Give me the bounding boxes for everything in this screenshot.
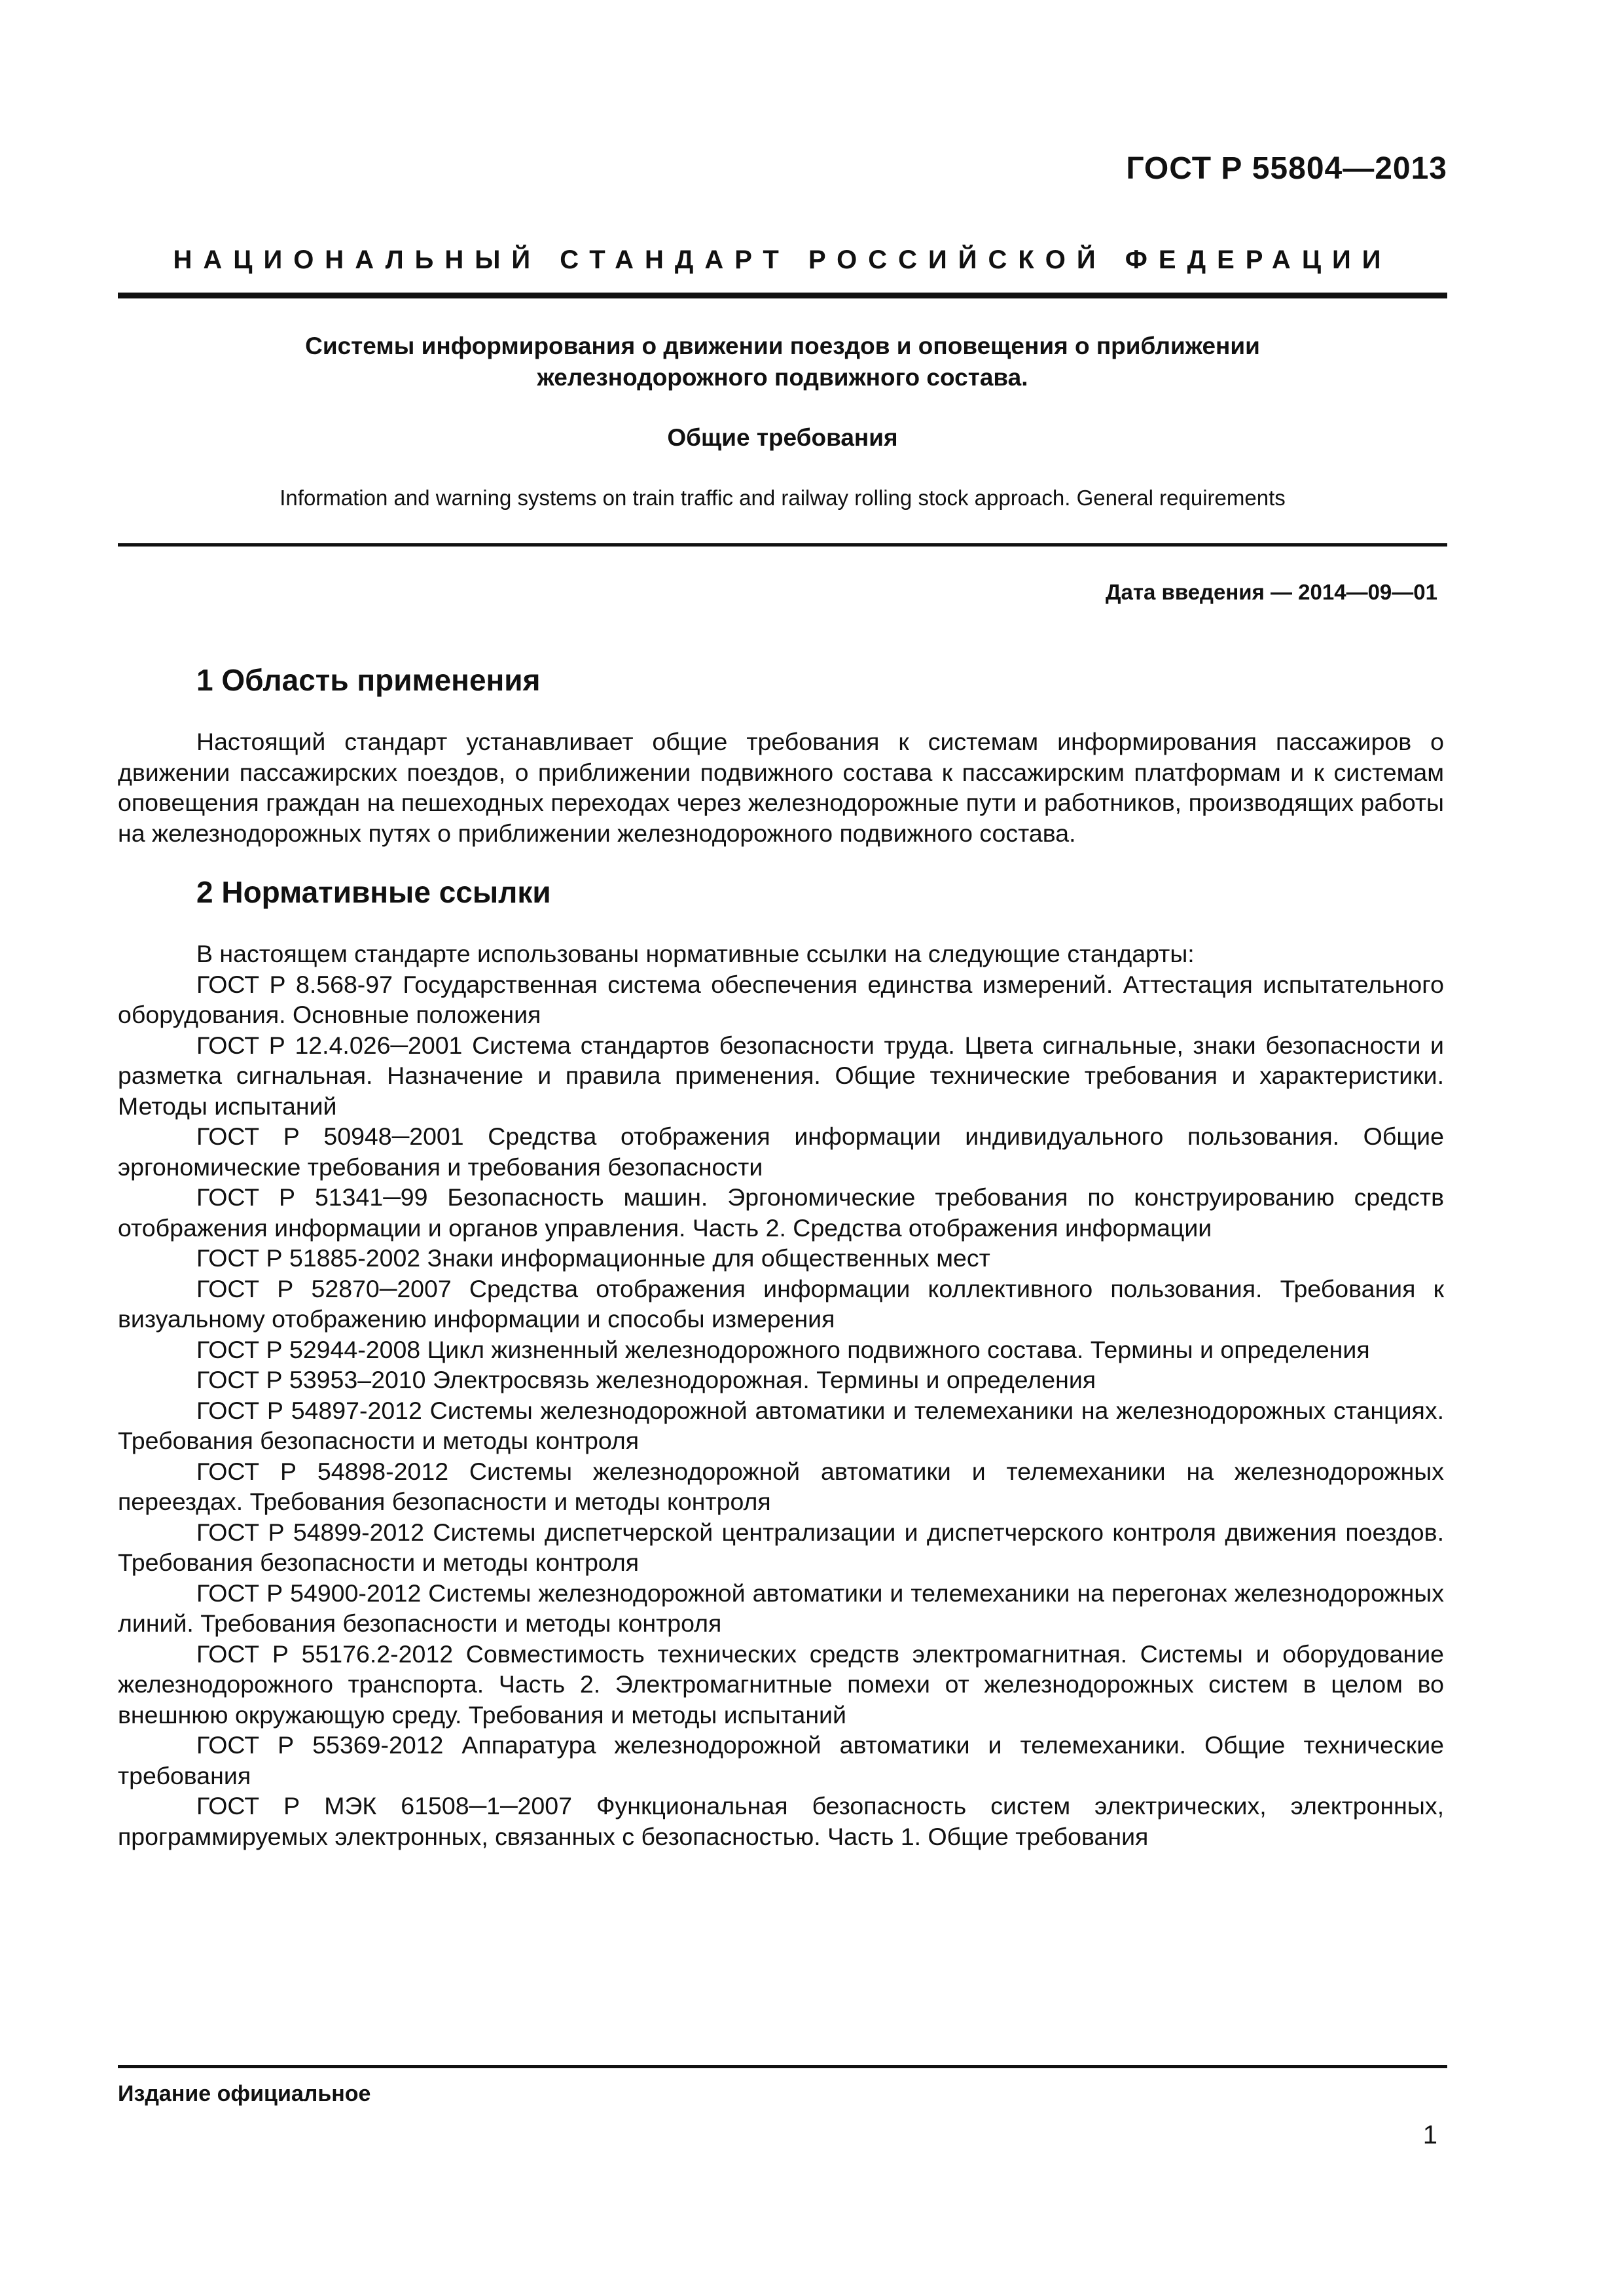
title-line-1: Системы информирования о движении поездов и оповещения о приближении	[305, 332, 1260, 359]
page-number: 1	[1422, 2121, 1437, 2149]
reference-item: ГОСТ Р 51341─99 Безопасность машин. Эргономические требования по конструированию средств отображения информации и органов управления. Часть 2. Средства отображения информации	[118, 1183, 1444, 1242]
document-subtitle: Общие требования	[667, 424, 898, 451]
reference-item: ГОСТ Р 52944-2008 Цикл жизненный железнодорожного подвижного состава. Термины и определения	[196, 1335, 1370, 1363]
reference-item: ГОСТ Р 12.4.026─2001 Система стандартов безопасности труда. Цвета сигнальные, знаки безопасности и разметка сигнальная. Назначение и правила применения. Общие технические требования и характеристики. Методы испытаний	[118, 1031, 1444, 1120]
reference-item: ГОСТ Р 50948─2001 Средства отображения информации индивидуального пользования. Общие эргономические требования и требования безопасности	[118, 1122, 1444, 1181]
reference-item: ГОСТ Р 51885-2002 Знаки информационные для общественных мест	[196, 1244, 990, 1272]
introduction-date: Дата введения — 2014—09—01	[1106, 580, 1437, 604]
section-scope	[118, 662, 1444, 848]
footer-divider	[118, 2065, 1447, 2068]
reference-item: ГОСТ Р 53953–2010 Электросвязь железнодорожная. Термины и определения	[196, 1366, 1096, 1393]
section-heading: 1 Область применения	[196, 663, 541, 697]
document-body	[118, 662, 1444, 1878]
reference-item: ГОСТ Р 54900-2012 Системы железнодорожной автоматики и телемеханики на перегонах железнодорожных линий. Требования безопасности и методы контроля	[118, 1579, 1444, 1637]
section-heading: 2 Нормативные ссылки	[196, 875, 551, 909]
reference-item: ГОСТ Р 55176.2-2012 Совместимость технических средств электромагнитная. Системы и оборудование железнодорожного транспорта. Часть 2. Электромагнитные помехи от железнодорожных систем в целом во внешнюю окружающую среду. Требования и методы испытаний	[118, 1640, 1444, 1729]
document-title	[118, 331, 1447, 393]
title-divider	[118, 543, 1447, 547]
reference-item: ГОСТ Р 52870─2007 Средства отображения информации коллективного пользования. Требования к визуальному отображению информации и способы измерения	[118, 1274, 1444, 1333]
title-line-2: железнодорожного подвижного состава.	[537, 364, 1028, 391]
paragraph: Настоящий стандарт устанавливает общие требования к системам информирования пассажиров о движении пассажирских поездов, о приближении подвижного состава к пассажирским платформам и к системам оповещения граждан на пешеходных переходах через железнодорожные пути и работников, производящих работы на железнодорожных путях о приближении железнодорожного подвижного состава.	[118, 728, 1444, 847]
reference-item: ГОСТ Р 54897-2012 Системы железнодорожной автоматики и телемеханики на железнодорожных станциях. Требования безопасности и методы контроля	[118, 1396, 1444, 1454]
reference-item: ГОСТ Р МЭК 61508─1─2007 Функциональная безопасность систем электрических, электронных, программируемых электронных, связанных с безопасностью. Часть 1. Общие требования	[118, 1792, 1444, 1850]
national-standard-banner: НАЦИОНАЛЬНЫЙ СТАНДАРТ РОССИЙСКОЙ ФЕДЕРАЦИИ	[173, 245, 1392, 274]
reference-item: ГОСТ Р 55369-2012 Аппаратура железнодорожной автоматики и телемеханики. Общие технические требования	[118, 1731, 1444, 1789]
reference-item: ГОСТ Р 8.568-97 Государственная система обеспечения единства измерений. Аттестация испытательного оборудования. Основные положения	[118, 970, 1444, 1028]
header-divider	[118, 293, 1447, 298]
english-title: Information and warning systems on train traffic and railway rolling stock approach. General requirements	[280, 486, 1286, 510]
document-number: ГОСТ Р 55804—2013	[1126, 151, 1447, 186]
reference-item: ГОСТ Р 54899-2012 Системы диспетчерской централизации и диспетчерского контроля движения поездов. Требования безопасности и методы контроля	[118, 1518, 1444, 1576]
paragraph: В настоящем стандарте использованы нормативные ссылки на следующие стандарты:	[196, 940, 1195, 967]
official-edition-label: Издание официальное	[118, 2081, 371, 2106]
reference-item: ГОСТ Р 54898-2012 Системы железнодорожной автоматики и телемеханики на железнодорожных переездах. Требования безопасности и методы контроля	[118, 1457, 1444, 1515]
section-normative-references	[118, 874, 1444, 1852]
